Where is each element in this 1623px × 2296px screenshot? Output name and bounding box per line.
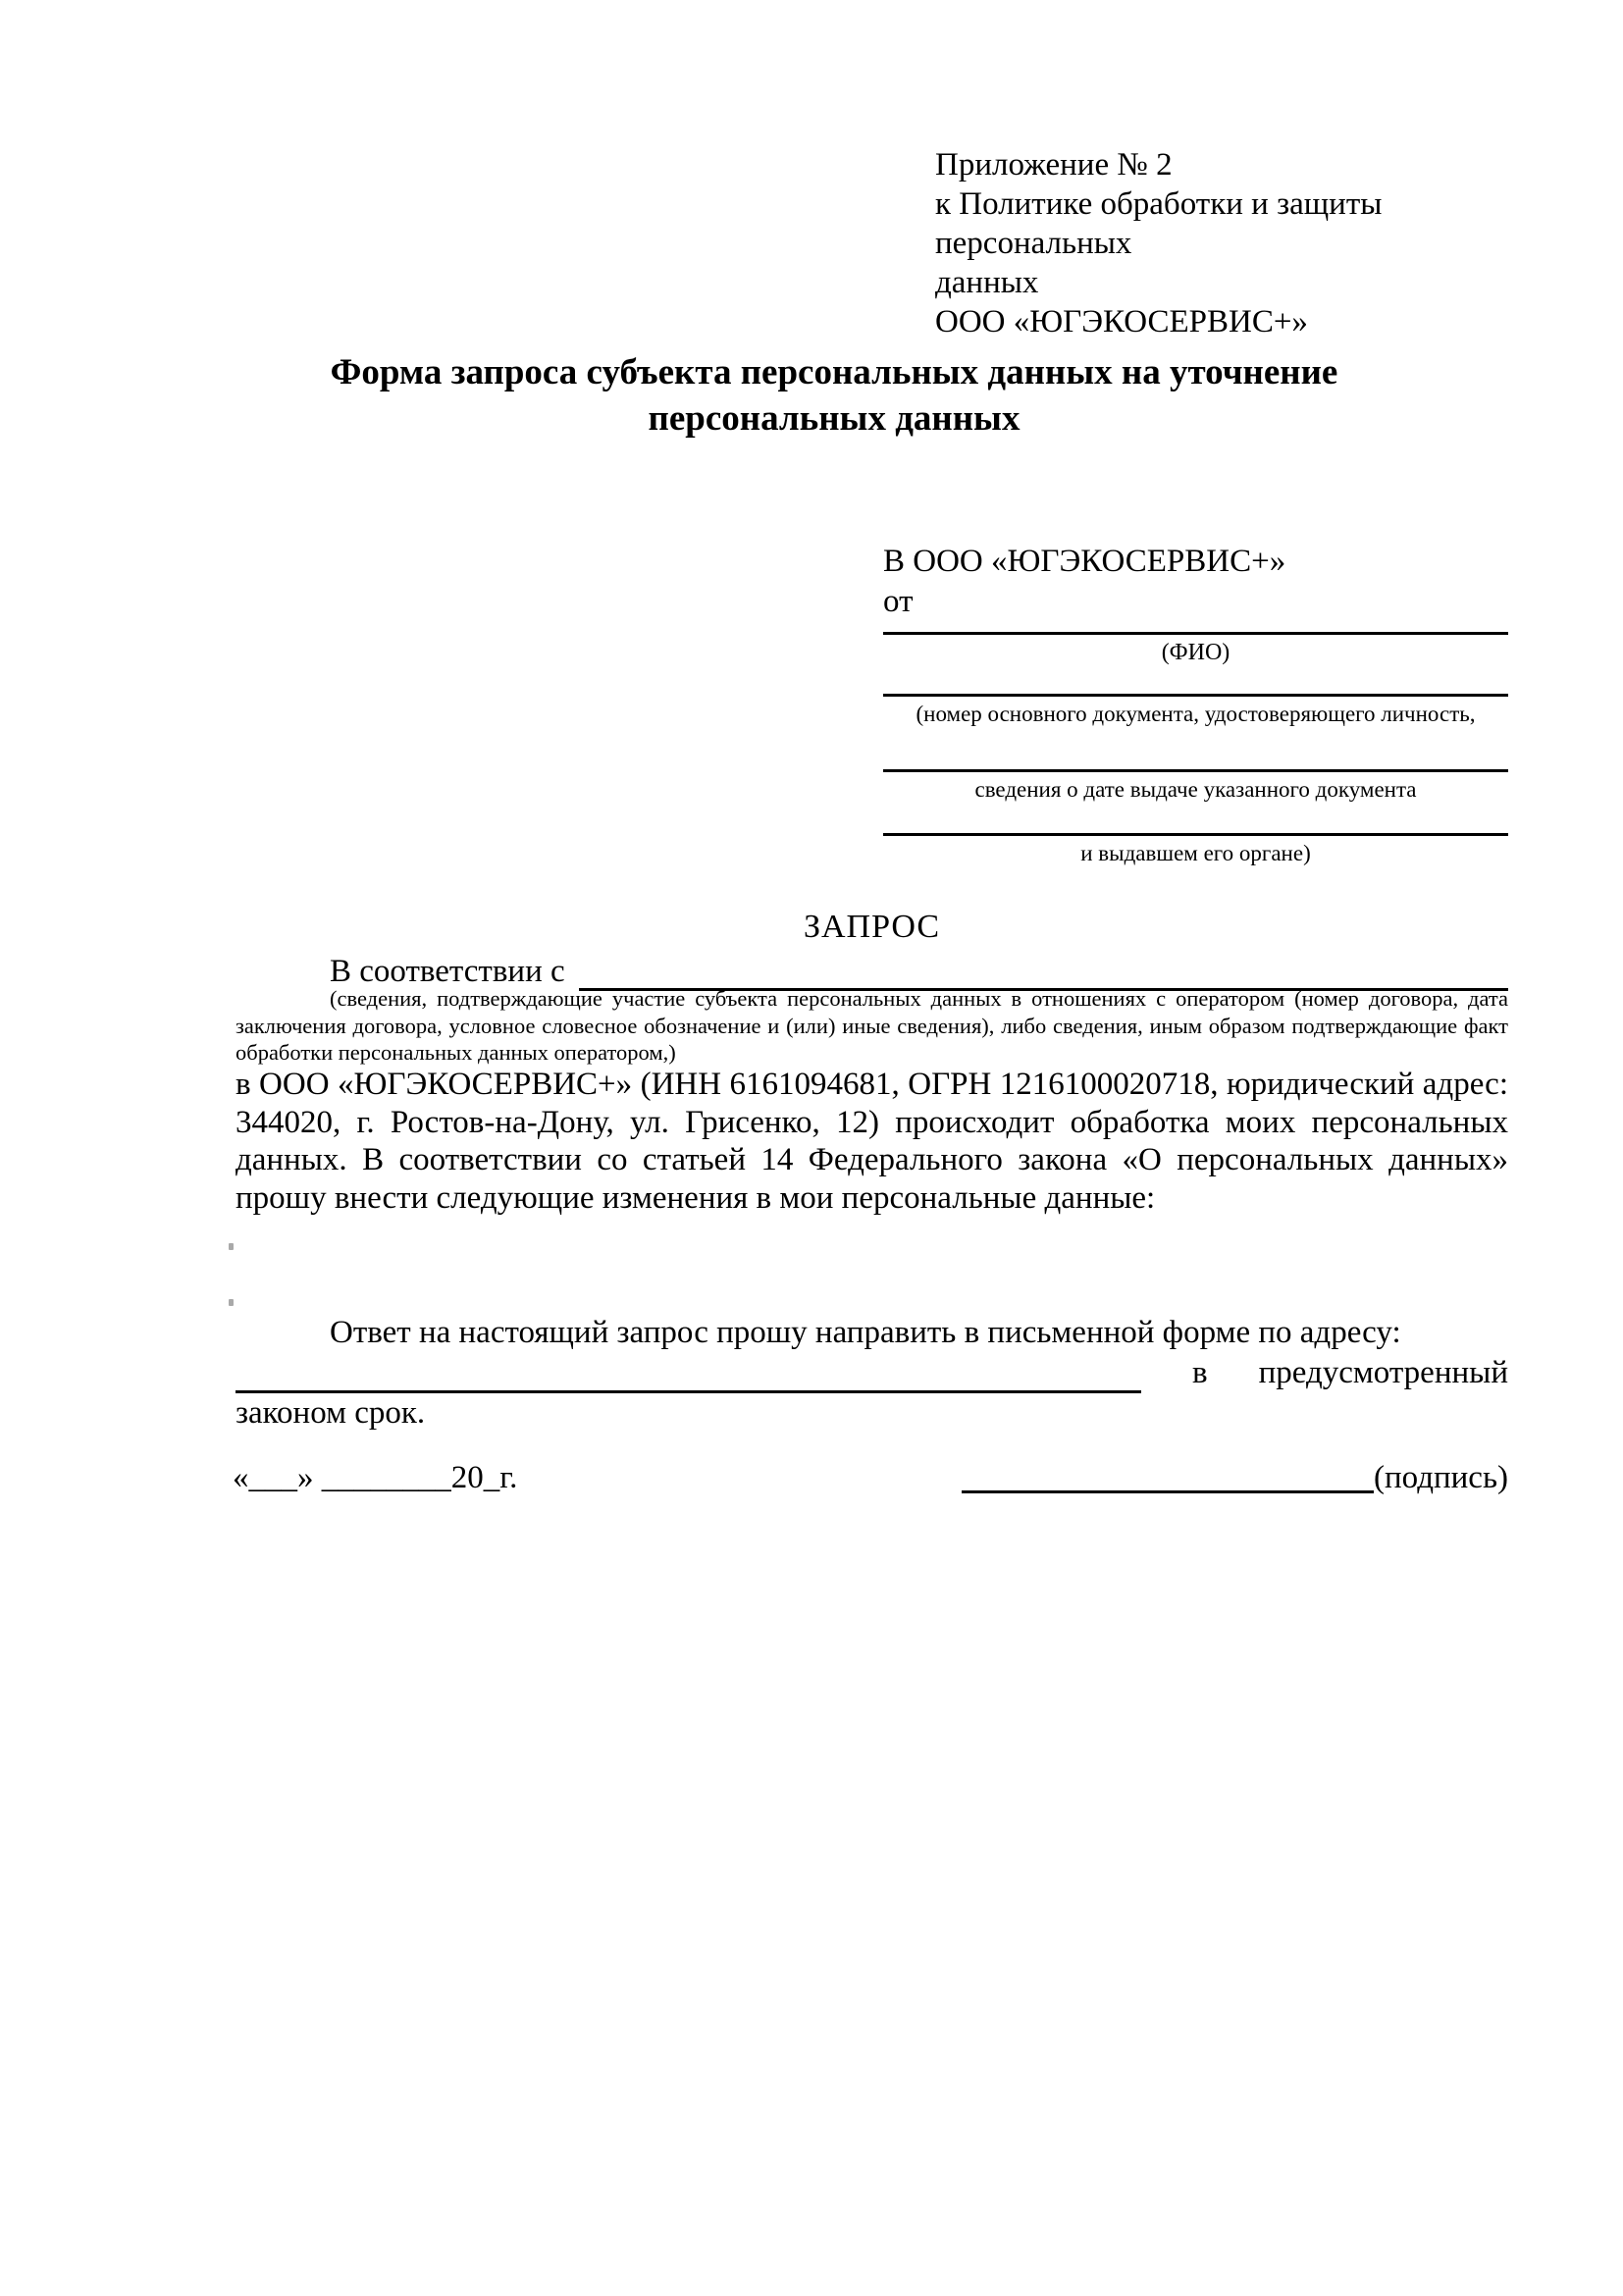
reply-closing-line: законом срок. [236, 1395, 426, 1431]
date-blank-text: «___» ________20_г. [233, 1460, 518, 1495]
body-line: прошу внести следующие изменения в мои персональные данные: [236, 1179, 1156, 1216]
document-title-line: персональных данных [648, 398, 1021, 439]
footnote-line: обработки персональных данных оператором,) [236, 1040, 676, 1065]
empty-list-marker [229, 1243, 234, 1250]
address-blank-line [236, 1353, 1141, 1393]
doc-number-caption: (номер основного документа, удостоверяющего личность, [916, 702, 1476, 726]
intro-prefix-text: В соответствии с [330, 954, 565, 989]
fio-blank-line [883, 632, 1508, 635]
annex-line: к Политике обработки и защиты персональных [935, 186, 1383, 261]
issue-date-blank-line [883, 769, 1508, 772]
body-paragraph [236, 1066, 1508, 1217]
annex-line: ООО «ЮГЭКОСЕРВИС+» [935, 304, 1308, 339]
annex-line: Приложение № 2 [935, 147, 1173, 183]
signature-caption: (подпись) [1374, 1460, 1508, 1495]
body-line: в ООО «ЮГЭКОСЕРВИС+» (ИНН 6161094681, ОГРН 1216100020718, юридический адрес: [236, 1067, 1508, 1102]
footnote-line: заключения договора, условное словесное обозначение и (или) иные сведения), либо сведения, иным образом подтверждающие факт [236, 1013, 1508, 1038]
request-heading: ЗАПРОС [803, 909, 941, 945]
issue-date-caption: сведения о дате выдаче указанного документа [974, 777, 1417, 802]
addressee-from-label: от [883, 584, 914, 619]
footnote-line: (сведения, подтверждающие участие субъекта персональных данных в отношениях с оператором (номер договора, дата [330, 986, 1508, 1011]
annex-line: данных [935, 265, 1039, 300]
date-signature-row [233, 1458, 1508, 1498]
reply-address-line [236, 1353, 1508, 1393]
issuer-caption: и выдавшем его органе) [1080, 841, 1311, 865]
empty-list-marker [229, 1299, 234, 1306]
document-title-line: Форма запроса субъекта персональных данных на уточнение [330, 352, 1338, 392]
annex-reference-block [935, 145, 1508, 341]
reply-paragraph [236, 1313, 1508, 1434]
document-title [157, 349, 1511, 442]
doc-number-blank-line [883, 694, 1508, 697]
footnote-block [236, 985, 1508, 1067]
body-line: 344020, г. Ростов-на-Дону, ул. Грисенко, 12) происходит обработка моих персональных [236, 1104, 1508, 1140]
body-line: данных. В соответствии со статьей 14 Федерального закона «О персональных данных» [236, 1142, 1508, 1177]
addressee-block [883, 542, 1508, 867]
addressee-to-line: В ООО «ЮГЭКОСЕРВИС+» [883, 544, 1286, 579]
issuer-blank-line [883, 833, 1508, 836]
reply-word: в [1192, 1355, 1208, 1390]
reply-word: предусмотренный [1258, 1355, 1508, 1390]
signature-blank-line [962, 1490, 1374, 1493]
fio-caption: (ФИО) [1161, 640, 1230, 665]
reply-intro-line: Ответ на настоящий запрос прошу направить в письменной форме по адресу: [330, 1315, 1401, 1350]
